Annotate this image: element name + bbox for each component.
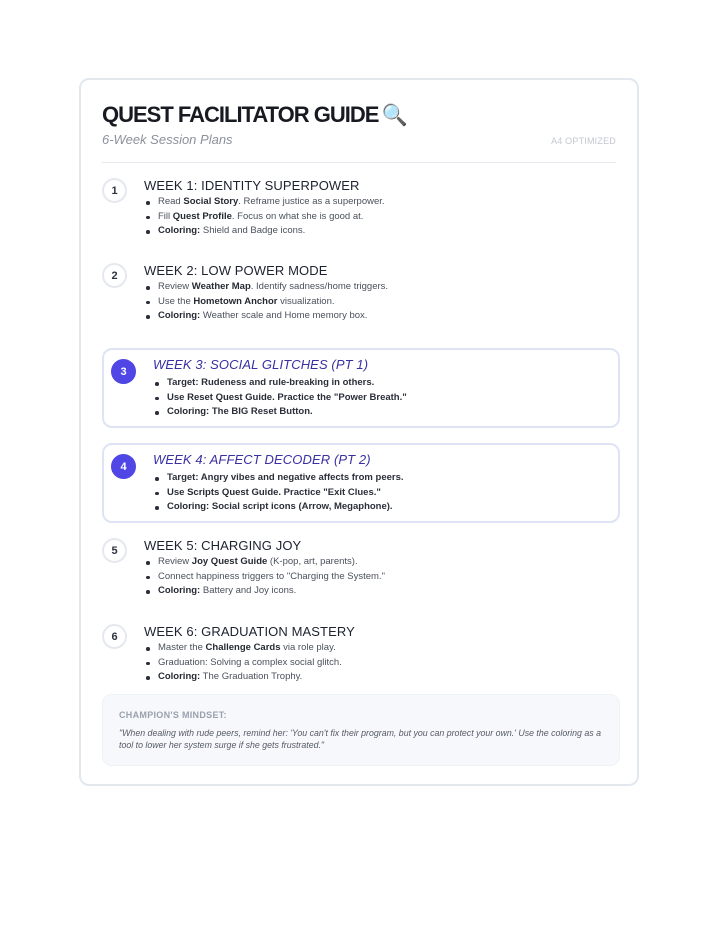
week-number-badge: 4	[111, 454, 136, 479]
magnifier-icon: 🔍	[381, 104, 408, 127]
week-item-list	[153, 471, 404, 515]
list-item: Graduation: Solving a complex social glitch.	[144, 656, 342, 671]
week-number-badge: 3	[111, 359, 136, 384]
list-item: Review Weather Map. Identify sadness/home triggers.	[144, 280, 388, 295]
week-3-section	[102, 348, 620, 428]
list-item: Use Reset Quest Guide. Practice the "Power Breath."	[153, 391, 407, 406]
week-item-list	[144, 555, 385, 599]
list-item: Read Social Story. Reframe justice as a superpower.	[144, 195, 385, 210]
list-item: Coloring: The BIG Reset Button.	[153, 405, 407, 420]
mindset-callout	[102, 694, 620, 766]
week-title: WEEK 2: LOW POWER MODE	[144, 263, 328, 278]
week-item-list	[153, 376, 407, 420]
list-item: Review Joy Quest Guide (K-pop, art, parents).	[144, 555, 385, 570]
week-number-badge: 1	[102, 178, 127, 203]
week-item-list	[144, 280, 388, 324]
list-item: Use the Hometown Anchor visualization.	[144, 295, 388, 310]
list-item: Coloring: Shield and Badge icons.	[144, 224, 385, 239]
list-item: Target: Angry vibes and negative affects from peers.	[153, 471, 404, 486]
page-title	[102, 102, 408, 128]
week-title: WEEK 1: IDENTITY SUPERPOWER	[144, 178, 360, 193]
list-item: Coloring: The Graduation Trophy.	[144, 670, 342, 685]
mindset-quote: "When dealing with rude peers, remind her: 'You can't fix their program, but you can protect your own.' Use the coloring as a tool to lower her system surge if she gets frustrated."	[119, 728, 601, 751]
list-item: Coloring: Weather scale and Home memory box.	[144, 309, 388, 324]
list-item: Master the Challenge Cards via role play.	[144, 641, 342, 656]
format-tag: A4 OPTIMIZED	[551, 136, 616, 146]
list-item: Use Scripts Quest Guide. Practice "Exit Clues."	[153, 486, 404, 501]
week-title: WEEK 3: SOCIAL GLITCHES (PT 1)	[153, 357, 369, 372]
week-number-badge: 5	[102, 538, 127, 563]
week-4-section	[102, 443, 620, 523]
list-item: Coloring: Social script icons (Arrow, Megaphone).	[153, 500, 404, 515]
list-item: Coloring: Battery and Joy icons.	[144, 584, 385, 599]
page-subtitle: 6-Week Session Plans	[102, 132, 233, 147]
week-title: WEEK 4: AFFECT DECODER (PT 2)	[153, 452, 371, 467]
mindset-label: CHAMPION'S MINDSET:	[119, 710, 227, 720]
week-number-badge: 2	[102, 263, 127, 288]
week-number-badge: 6	[102, 624, 127, 649]
list-item: Connect happiness triggers to "Charging the System."	[144, 570, 385, 585]
guide-header	[102, 100, 616, 163]
list-item: Target: Rudeness and rule-breaking in others.	[153, 376, 407, 391]
week-item-list	[144, 195, 385, 239]
list-item: Fill Quest Profile. Focus on what she is good at.	[144, 210, 385, 225]
week-title: WEEK 6: GRADUATION MASTERY	[144, 624, 355, 639]
week-item-list	[144, 641, 342, 685]
week-title: WEEK 5: CHARGING JOY	[144, 538, 302, 553]
page-title-text: QUEST FACILITATOR GUIDE	[102, 102, 379, 127]
guide-card	[79, 78, 639, 786]
